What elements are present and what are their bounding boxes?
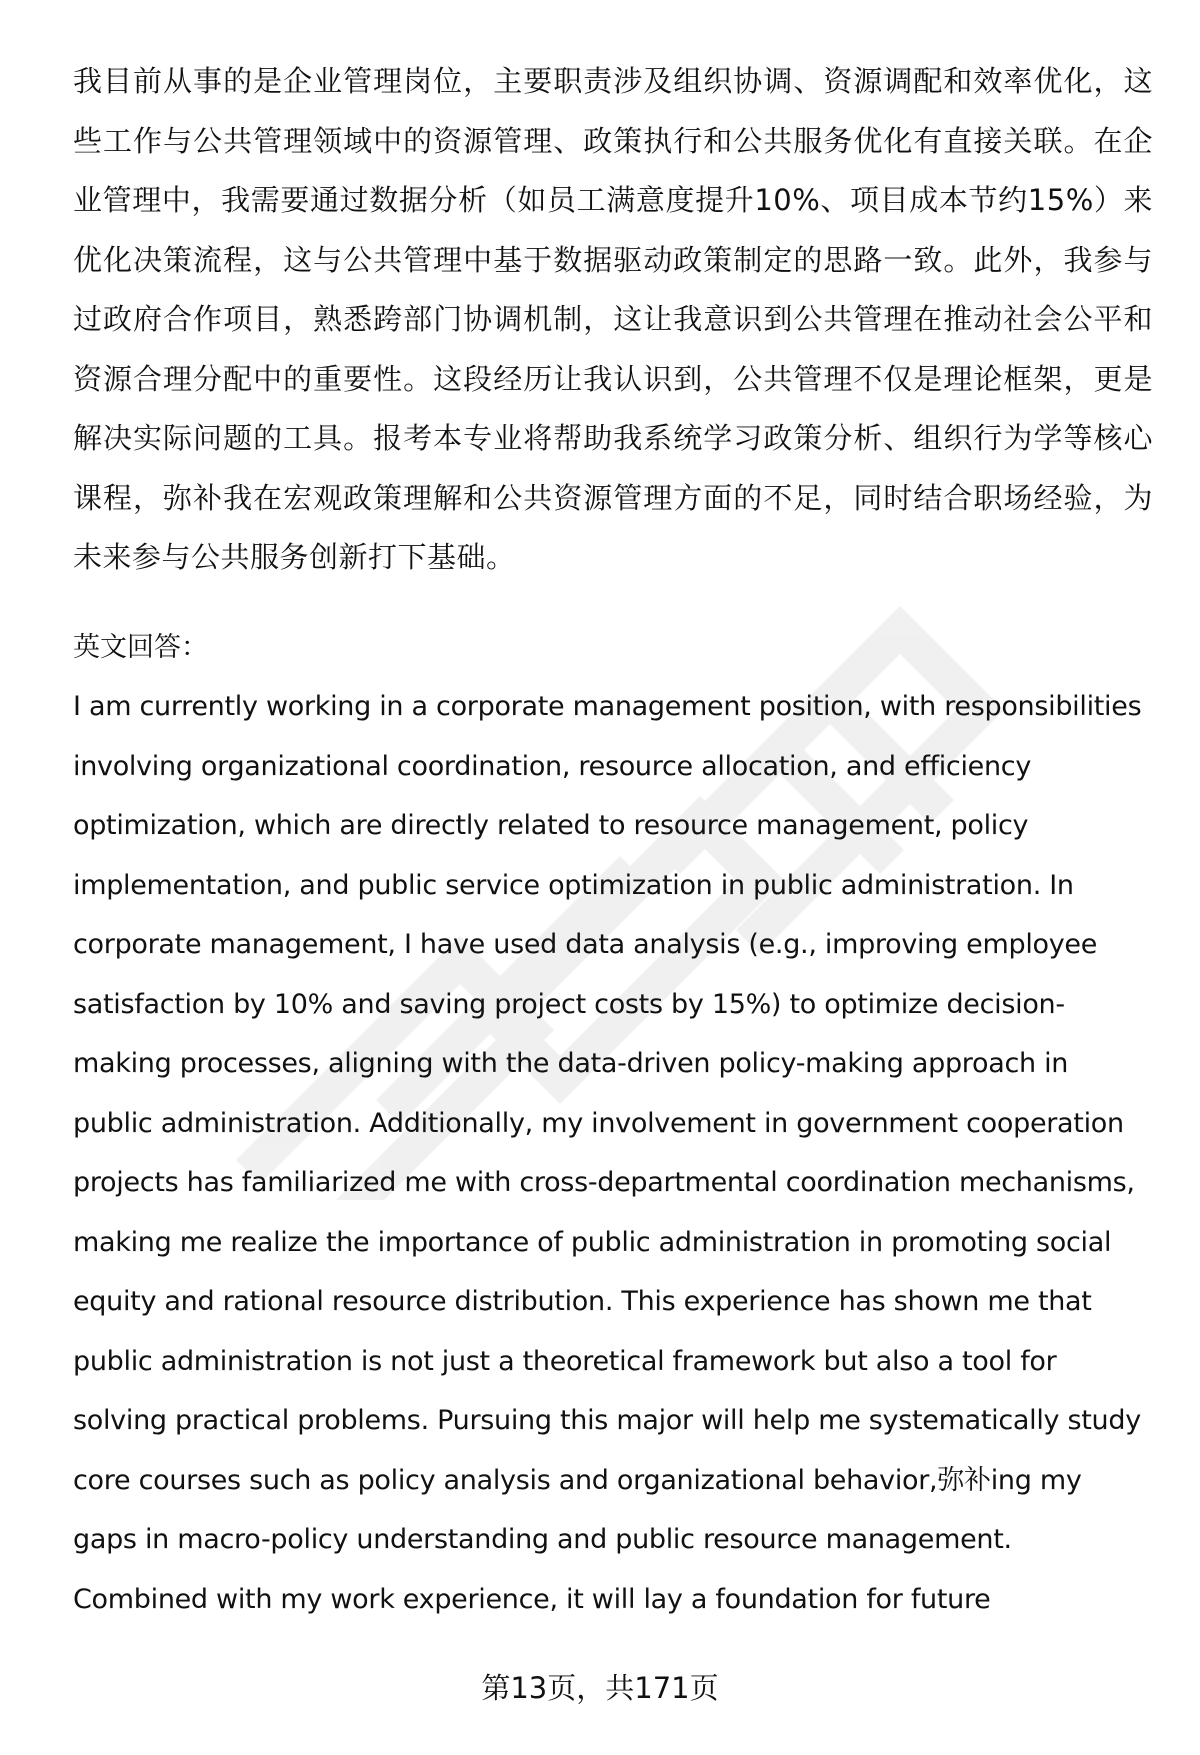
english-answer-label: 英文回答： xyxy=(73,631,208,663)
english-answer-paragraph: I am currently working in a corporate management position, with responsibilities involving organizational coordination, resource allocation, and efficiency optimization, which are directly related to resource management, policy implementation, and public service optimization in public administration. In corporate management, I have used data analysis (e.g., improving employee satisfaction by 10% and saving project costs by 15%) to optimize decision-making processes, aligning with the data-driven policy-making approach in public administration. Additionally, my involvement in government cooperation projects has familiarized me with cross-departmental coordination mechanisms, making me realize the importance of public administration in promoting social equity and rational resource distribution. This experience has shown me that public administration is not just a theoretical framework but also a tool for solving practical problems. Pursuing this major will help me systematically study core courses such as policy analysis and organizational behavior,弥补ing my gaps in macro-policy understanding and public resource management. Combined with my work experience, it will lay a foundation for future xyxy=(73,691,1142,1615)
page-number-footer: 第13页，共171页 xyxy=(481,1671,719,1705)
document-content xyxy=(73,52,1153,1629)
chinese-answer-paragraph: 我目前从事的是企业管理岗位，主要职责涉及组织协调、资源调配和效率优化，这些工作与公共管理领域中的资源管理、政策执行和公共服务优化有直接关联。在企业管理中，我需要通过数据分析（如员工满意度提升10%、项目成本节约15%）来优化决策流程，这与公共管理中基于数据驱动政策制定的思路一致。此外，我参与过政府合作项目，熟悉跨部门协调机制，这让我意识到公共管理在推动社会公平和资源合理分配中的重要性。这段经历让我认识到，公共管理不仅是理论框架，更是解决实际问题的工具。报考本专业将帮助我系统学习政策分析、组织行为学等核心课程，弥补我在宏观政策理解和公共资源管理方面的不足，同时结合职场经验，为未来参与公共服务创新打下基础。 xyxy=(73,64,1153,574)
